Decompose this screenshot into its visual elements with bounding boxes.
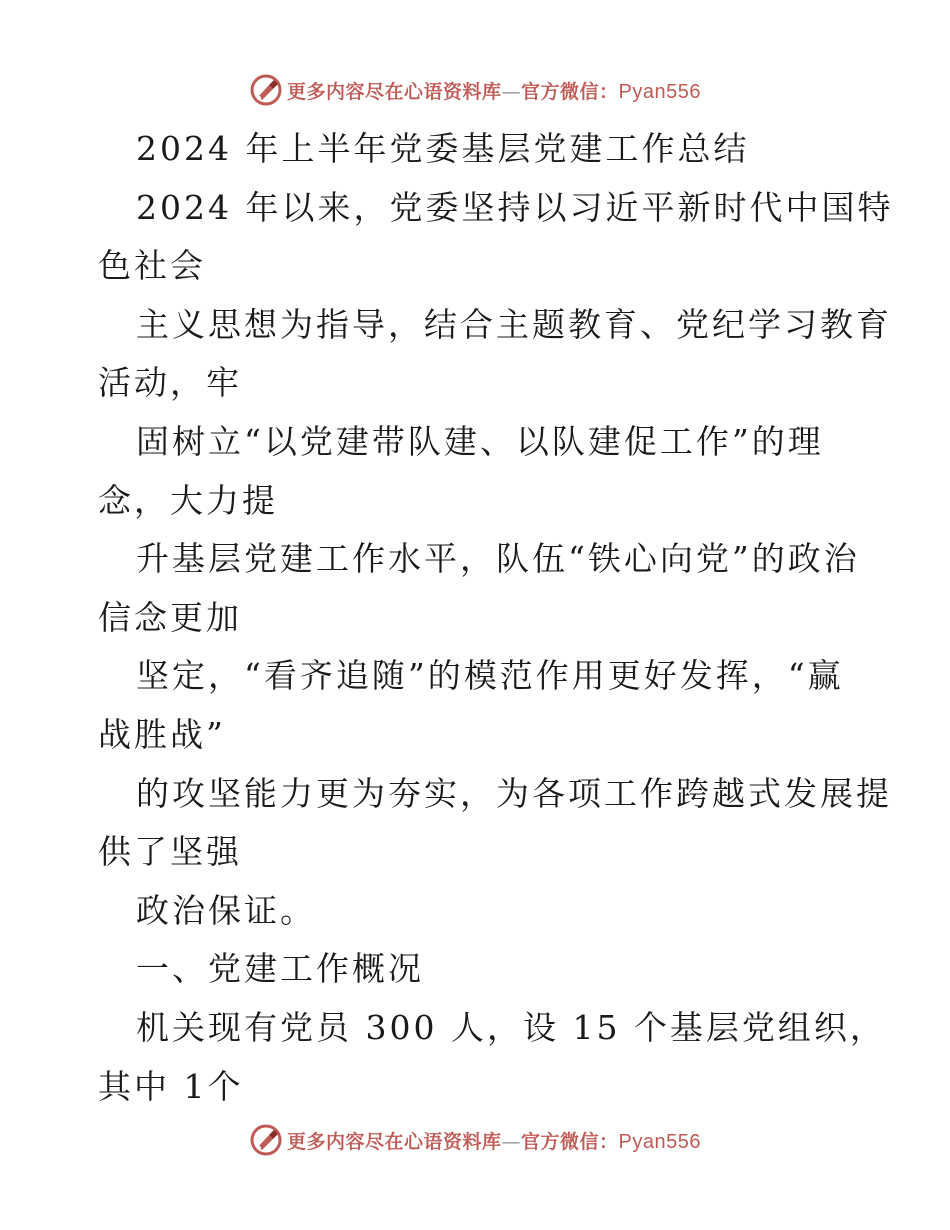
section-heading: 一、党建工作概况 bbox=[136, 949, 424, 989]
paragraph-line: 主义思想为指导，结合主题教育、党纪学习教育 bbox=[136, 304, 892, 344]
paragraph-line: 其中 1个 bbox=[98, 1066, 244, 1106]
footer-watermark bbox=[0, 1120, 950, 1160]
paragraph-line: 固树立“以党建带队建、以队建促工作”的理 bbox=[136, 421, 824, 461]
paragraph-line: 活动，牢 bbox=[98, 363, 242, 403]
watermark-separator: — bbox=[501, 80, 522, 103]
watermark-main: 更多内容尽在心语资料库 bbox=[287, 1130, 502, 1153]
watermark-wechat-id: Pyan556 bbox=[618, 80, 701, 103]
paragraph-line: 信念更加 bbox=[98, 597, 242, 637]
paragraph-line: 坚定，“看齐追随”的模范作用更好发挥，“赢 bbox=[136, 656, 844, 696]
brush-pen-logo-icon bbox=[249, 1123, 283, 1157]
paragraph-line: 色社会 bbox=[98, 246, 206, 286]
paragraph-line: 升基层党建工作水平，队伍“铁心向党”的政治 bbox=[136, 539, 860, 579]
watermark-main: 更多内容尽在心语资料库 bbox=[287, 80, 502, 103]
paragraph-line: 念，大力提 bbox=[98, 480, 278, 520]
paragraph-line: 的攻坚能力更为夯实，为各项工作跨越式发展提 bbox=[136, 773, 892, 813]
header-watermark bbox=[0, 70, 950, 110]
paragraph-line: 供了坚强 bbox=[98, 832, 242, 872]
paragraph-line: 2024 年以来，党委坚持以习近平新时代中国特 bbox=[136, 187, 894, 227]
watermark-text bbox=[287, 77, 701, 104]
watermark-wechat-label: 官方微信： bbox=[521, 80, 619, 103]
brush-pen-logo-icon bbox=[249, 73, 283, 107]
watermark-wechat-id: Pyan556 bbox=[618, 1130, 701, 1153]
document-body bbox=[98, 120, 894, 1116]
paragraph-line: 政治保证。 bbox=[136, 890, 316, 930]
document-title: 2024 年上半年党委基层党建工作总结 bbox=[136, 129, 750, 168]
watermark-text bbox=[287, 1127, 701, 1154]
watermark-wechat-label: 官方微信： bbox=[521, 1130, 619, 1153]
paragraph-line: 战胜战” bbox=[98, 714, 226, 754]
watermark-separator: — bbox=[501, 1130, 522, 1153]
paragraph-line: 机关现有党员 300 人，设 15 个基层党组织， bbox=[136, 1007, 886, 1047]
